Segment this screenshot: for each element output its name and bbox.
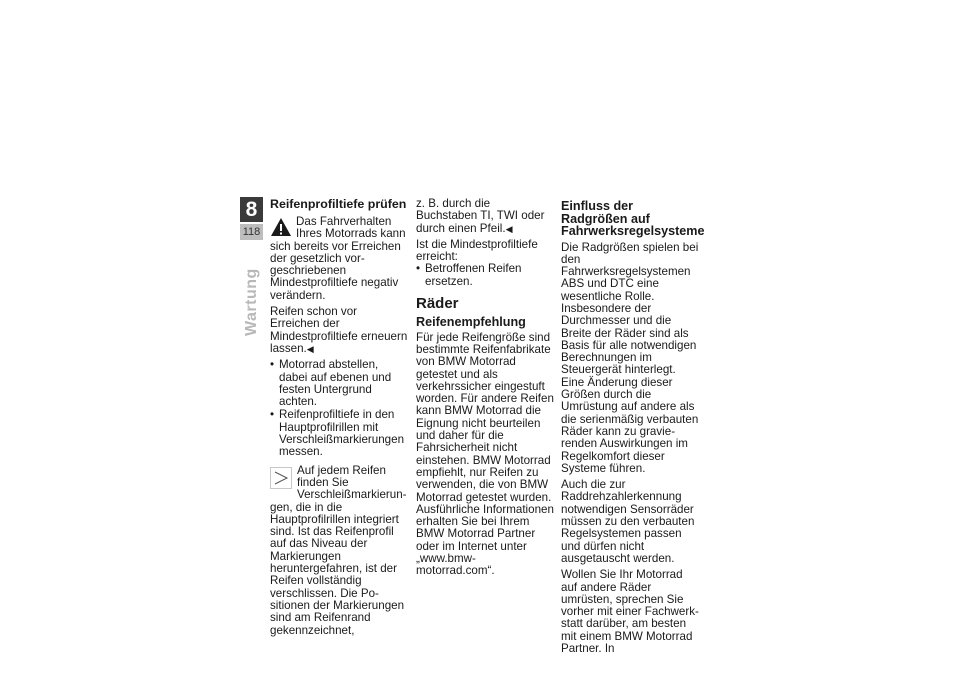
info-triangle-icon [270, 467, 292, 489]
end-mark: ◀ [505, 223, 513, 234]
column-1 [270, 198, 408, 641]
list-item: • Reifenprofiltiefe in den Hauptprofilrillen mit Verschleißmarkierungen messen. [270, 409, 408, 458]
column-2 [416, 198, 554, 582]
chapter-number: 8 [240, 197, 263, 222]
list-item: • Motorrad abstellen, dabei auf ebenen und festen Untergrund achten. [270, 359, 408, 408]
section-heading-tread-depth: Reifenprofiltiefe prüfen [270, 197, 407, 211]
warning-block [270, 216, 408, 355]
warning-text: Das Fahrverhalten Ihres Motorrads kann sich bereits vor Erreichen der gesetzlich vorgeschriebenen Mindestprofiltiefe negativ verändern. [270, 215, 406, 302]
paragraph: Auch die zur Raddrehzahlerkennung notwendigen Sensorräder müssen zu den verbauten Regelsystemen passen und dürfen nicht ausgetauscht werden. [561, 478, 695, 565]
tip-block [270, 465, 408, 637]
tyre-recommendation-text: Für jede Reifengröße sind bestimmte Reifenfabrikate von BMW Motorrad getestet und als verkehrssicher eingestuft worden. Für andere Reifen kann BMW Motorrad die Eignung nicht beurteilen und daher für die Fahrsicherheit nicht einstehen. BMW Motorrad empfiehlt, nur Reifen zu verwenden, die von BMW Motorrad getestet wurden. Ausführliche Informationen erhalten Sie bei Ihrem BMW Motorrad Partner oder im Internet unter „www.bmw-motorrad.com“. [416, 330, 554, 578]
warning-text-2: Reifen schon vor Erreichen der Mindestprofiltiefe erneuern lassen. [270, 305, 408, 355]
tip-text: Auf jedem Reifen finden Sie Verschleißmarkierungen, die in die Hauptprofilrillen integriert sind. Ist das Reifenprofil auf das Niveau der Markierungen heruntergefahren, ist der Reifen vollständig verschlissen. Die Positionen der Markierungen sind am Reifenrand gekennzeichnet, [270, 463, 407, 637]
page-number: 118 [240, 224, 263, 240]
list-item: • Betroffenen Reifen ersetzen. [416, 263, 554, 288]
condition-text: Ist die Mindestprofiltiefe erreicht: [416, 237, 538, 264]
warning-triangle-icon [270, 217, 292, 237]
section-title-wheels: Räder [416, 295, 459, 313]
continuation-text: z. B. durch die Buchstaben TI, TWI oder durch einen Pfeil. [416, 197, 545, 235]
steps-list [270, 359, 408, 458]
column-3 [561, 198, 705, 659]
section-heading-wheel-size: Einfluss der Radgrößen auf Fahrwerksregelsysteme [561, 199, 705, 238]
paragraph: Wollen Sie Ihr Motorrad auf andere Räder umrüsten, sprechen Sie vorher mit einer Fachwerkstatt darüber, am besten mit einem BMW Motorrad Partner. In [561, 568, 699, 655]
paragraph: Die Radgrößen spielen bei den Fahrwerksregelsystemen ABS und DTC eine wesentliche Rolle. Insbesondere der Durchmesser und die Breite der Räder sind als Basis für alle notwendigen Berechnungen im Steuergerät hinterlegt. Eine Änderung dieser Größen durch die Umrüstung auf andere als die serienmäßig verbauten Räder kann zu gravierenden Auswirkungen im Regelkomfort dieser Systeme führen. [561, 240, 699, 475]
chapter-side-title: Wartung [243, 268, 260, 336]
end-mark: ◀ [306, 343, 314, 354]
subsection-title-tyre-recommendation: Reifenempfehlung [416, 315, 526, 330]
action-list [416, 263, 554, 288]
